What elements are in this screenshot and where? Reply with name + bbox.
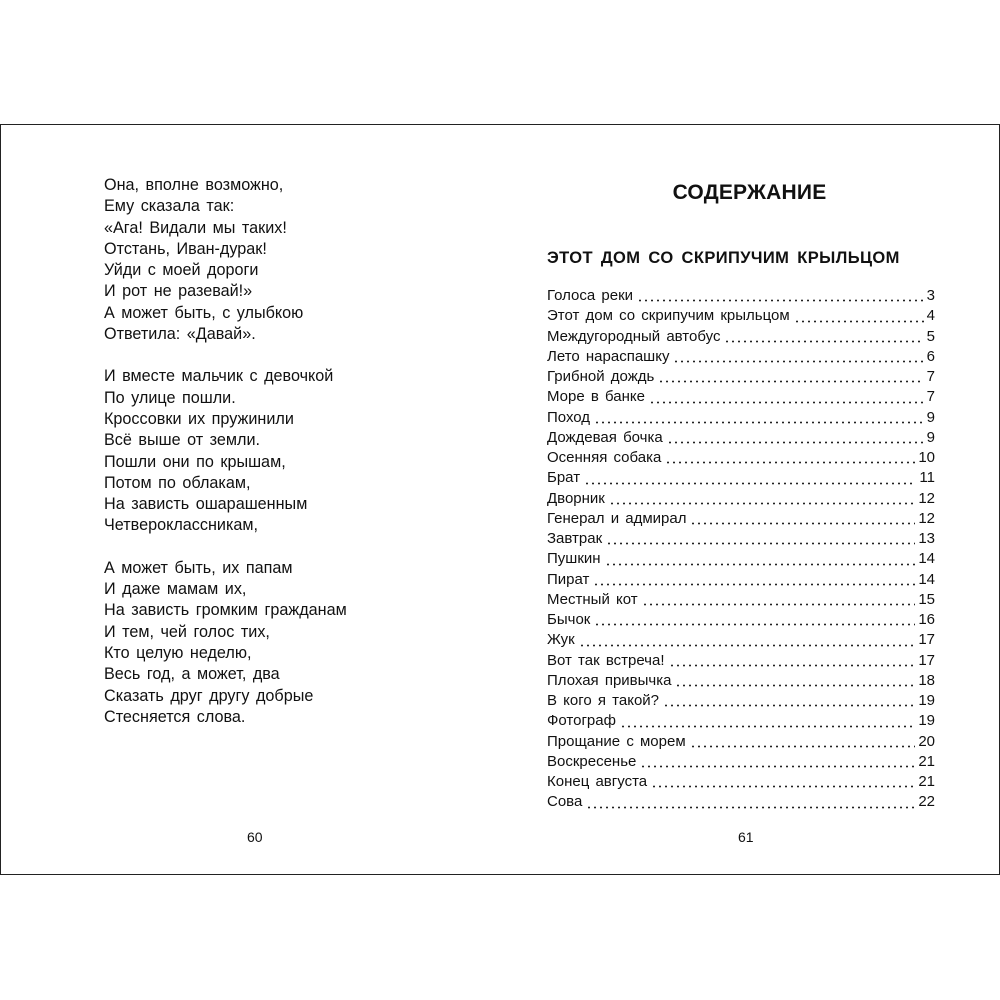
poem-line: А может быть, с улыбкою — [104, 303, 304, 322]
toc-entry-page: 14 — [918, 570, 935, 588]
toc-dot-leader — [579, 644, 916, 647]
poem-line: Сказать друг другу добрые — [104, 686, 314, 705]
poem-line: Пошли они по крышам, — [104, 452, 286, 471]
poem-line: Кроссовки их пружинили — [104, 409, 294, 428]
poem-line: И рот не разевай!» — [104, 282, 253, 301]
toc-entry-page: 13 — [918, 530, 935, 547]
toc-entry-page: 17 — [918, 631, 935, 649]
toc-entry — [547, 469, 935, 489]
toc-entry-page: 12 — [918, 509, 935, 527]
toc-entry-page: 21 — [918, 752, 935, 770]
poem-line: И вместе мальчик с девочкой — [104, 367, 334, 386]
toc-entry — [547, 388, 935, 408]
right-page — [500, 125, 999, 874]
toc-entry-title: Грибной дождь — [547, 368, 655, 385]
toc-dot-leader — [642, 603, 916, 606]
poem-line: По улице пошли. — [104, 388, 236, 407]
toc-dot-leader — [690, 745, 916, 748]
toc-entry — [547, 712, 935, 732]
toc-entry-page: 19 — [918, 712, 935, 730]
toc-entry-title: Этот дом со скрипучим крыльцом — [547, 307, 790, 325]
toc-entry — [547, 672, 935, 692]
toc-entry — [547, 793, 935, 813]
toc-entry-title: Голоса реки — [547, 287, 634, 304]
toc-entry-page: 11 — [919, 469, 935, 487]
book-spread — [0, 124, 1000, 875]
toc-dot-leader — [675, 684, 915, 687]
toc-entry-title: В кого я такой? — [547, 692, 660, 709]
toc-dot-leader — [620, 725, 915, 728]
toc-entry-page: 19 — [918, 692, 935, 709]
toc-entry — [547, 429, 935, 449]
toc-dot-leader — [640, 765, 915, 768]
section-title: ЭТОТ ДОМ СО СКРИПУЧИМ КРЫЛЬЦОМ — [547, 249, 900, 267]
toc-dot-leader — [658, 380, 923, 383]
poem-line: Она, вполне возможно, — [104, 176, 284, 194]
toc-entry-page: 4 — [926, 307, 935, 325]
toc-entry — [547, 631, 935, 651]
toc-entry-title: Лето нараспашку — [547, 347, 670, 365]
poem-line: На зависть громким гражданам — [104, 601, 347, 620]
toc-entry-page: 16 — [918, 611, 935, 628]
toc-dot-leader — [794, 320, 924, 323]
toc-entry — [547, 571, 935, 591]
toc-entry-page: 6 — [926, 347, 935, 365]
toc-dot-leader — [594, 421, 924, 424]
toc-entry-title: Море в банке — [547, 388, 645, 406]
poem-line: Ответила: «Давай». — [104, 325, 256, 344]
toc-dot-leader — [609, 502, 915, 505]
toc-entry-page: 21 — [918, 773, 935, 790]
toc-dot-leader — [637, 299, 924, 302]
toc-dot-leader — [593, 583, 915, 586]
toc-entry — [547, 510, 935, 530]
right-page-number: 61 — [738, 829, 754, 845]
toc-entry-title: Пират — [547, 570, 590, 588]
poem-line: Всё выше от земли. — [104, 431, 261, 450]
table-of-contents — [547, 287, 935, 814]
toc-dot-leader — [669, 664, 916, 667]
toc-entry — [547, 753, 935, 773]
toc-entry-title: Пушкин — [547, 550, 601, 568]
toc-entry — [547, 611, 935, 631]
toc-dot-leader — [690, 522, 915, 525]
poem-line: Весь год, а может, два — [104, 665, 280, 684]
toc-entry-title: Бычок — [547, 611, 591, 628]
toc-entry-page: 22 — [918, 793, 935, 811]
poem-stanza — [104, 366, 484, 536]
toc-entry — [547, 591, 935, 611]
toc-entry-page: 15 — [918, 590, 935, 608]
toc-entry-title: Прощание с морем — [547, 732, 686, 750]
toc-entry — [547, 530, 935, 550]
contents-title: СОДЕРЖАНИЕ — [672, 181, 827, 204]
toc-entry-title: Сова — [547, 793, 583, 811]
toc-dot-leader — [651, 785, 915, 788]
poem-line: Уйди с моей дороги — [104, 261, 259, 280]
toc-entry — [547, 368, 935, 388]
poem-line: И тем, чей голос тих, — [104, 622, 270, 641]
poem-line: Стесняется слова. — [104, 707, 246, 726]
toc-entry-title: Поход — [547, 408, 591, 426]
toc-dot-leader — [673, 360, 923, 363]
toc-entry-page: 10 — [918, 449, 935, 466]
poem-line: Ему сказала так: — [104, 197, 235, 216]
poem-line: «Ага! Видали мы таких! — [104, 218, 287, 237]
poem-line: И даже мамам их, — [104, 580, 247, 599]
toc-entry — [547, 490, 935, 510]
toc-dot-leader — [724, 340, 923, 343]
toc-dot-leader — [667, 441, 924, 444]
toc-entry-title: Междугородный автобус — [547, 327, 721, 345]
toc-entry-title: Плохая привычка — [547, 671, 672, 689]
toc-dot-leader — [605, 563, 916, 566]
toc-dot-leader — [649, 401, 924, 404]
toc-entry-page: 14 — [918, 550, 935, 568]
toc-dot-leader — [584, 482, 916, 485]
toc-entry-page: 3 — [926, 287, 935, 304]
toc-entry-title: Местный кот — [547, 590, 638, 608]
toc-dot-leader — [663, 704, 915, 707]
toc-entry — [547, 409, 935, 429]
toc-entry-title: Генерал и адмирал — [547, 509, 687, 527]
toc-entry-page: 5 — [926, 327, 935, 345]
toc-entry-title: Конец августа — [547, 773, 648, 790]
poem-stanza — [104, 558, 484, 728]
toc-entry — [547, 287, 935, 307]
toc-entry-page: 17 — [918, 651, 935, 669]
poem-line: На зависть ошарашенным — [104, 495, 308, 514]
toc-entry-title: Вот так встреча! — [547, 651, 665, 669]
poem — [104, 175, 484, 749]
poem-line: Отстань, Иван-дурак! — [104, 239, 267, 258]
toc-entry — [547, 348, 935, 368]
poem-stanza — [104, 175, 484, 345]
toc-dot-leader — [665, 461, 915, 464]
toc-entry — [547, 652, 935, 672]
poem-line: Кто целую неделю, — [104, 643, 252, 662]
poem-line: Потом по облакам, — [104, 473, 251, 492]
toc-entry-page: 7 — [926, 388, 935, 406]
toc-entry-title: Жук — [547, 631, 575, 649]
left-page — [1, 125, 500, 874]
left-page-number: 60 — [247, 829, 263, 845]
poem-line: Четвероклассникам, — [104, 516, 259, 535]
toc-entry-title: Брат — [547, 469, 581, 487]
toc-entry — [547, 550, 935, 570]
poem-line: А может быть, их папам — [104, 558, 293, 577]
toc-entry-title: Дворник — [547, 489, 605, 507]
toc-entry-title: Осенняя собака — [547, 449, 662, 466]
toc-entry-title: Воскресенье — [547, 752, 637, 770]
toc-entry-page: 12 — [918, 489, 935, 507]
toc-dot-leader — [606, 542, 915, 545]
toc-entry — [547, 449, 935, 469]
toc-entry-title: Дождевая бочка — [547, 428, 663, 446]
toc-entry-title: Завтрак — [547, 530, 603, 547]
toc-entry — [547, 328, 935, 348]
toc-entry — [547, 692, 935, 712]
toc-entry — [547, 307, 935, 327]
toc-entry — [547, 773, 935, 793]
toc-dot-leader — [594, 623, 915, 626]
toc-entry-page: 7 — [926, 368, 935, 385]
toc-entry-page: 9 — [926, 428, 935, 446]
toc-entry-title: Фотограф — [547, 712, 616, 730]
toc-entry-page: 9 — [926, 408, 935, 426]
toc-dot-leader — [586, 806, 915, 809]
toc-entry-page: 20 — [918, 732, 935, 750]
toc-entry — [547, 733, 935, 753]
toc-entry-page: 18 — [918, 671, 935, 689]
